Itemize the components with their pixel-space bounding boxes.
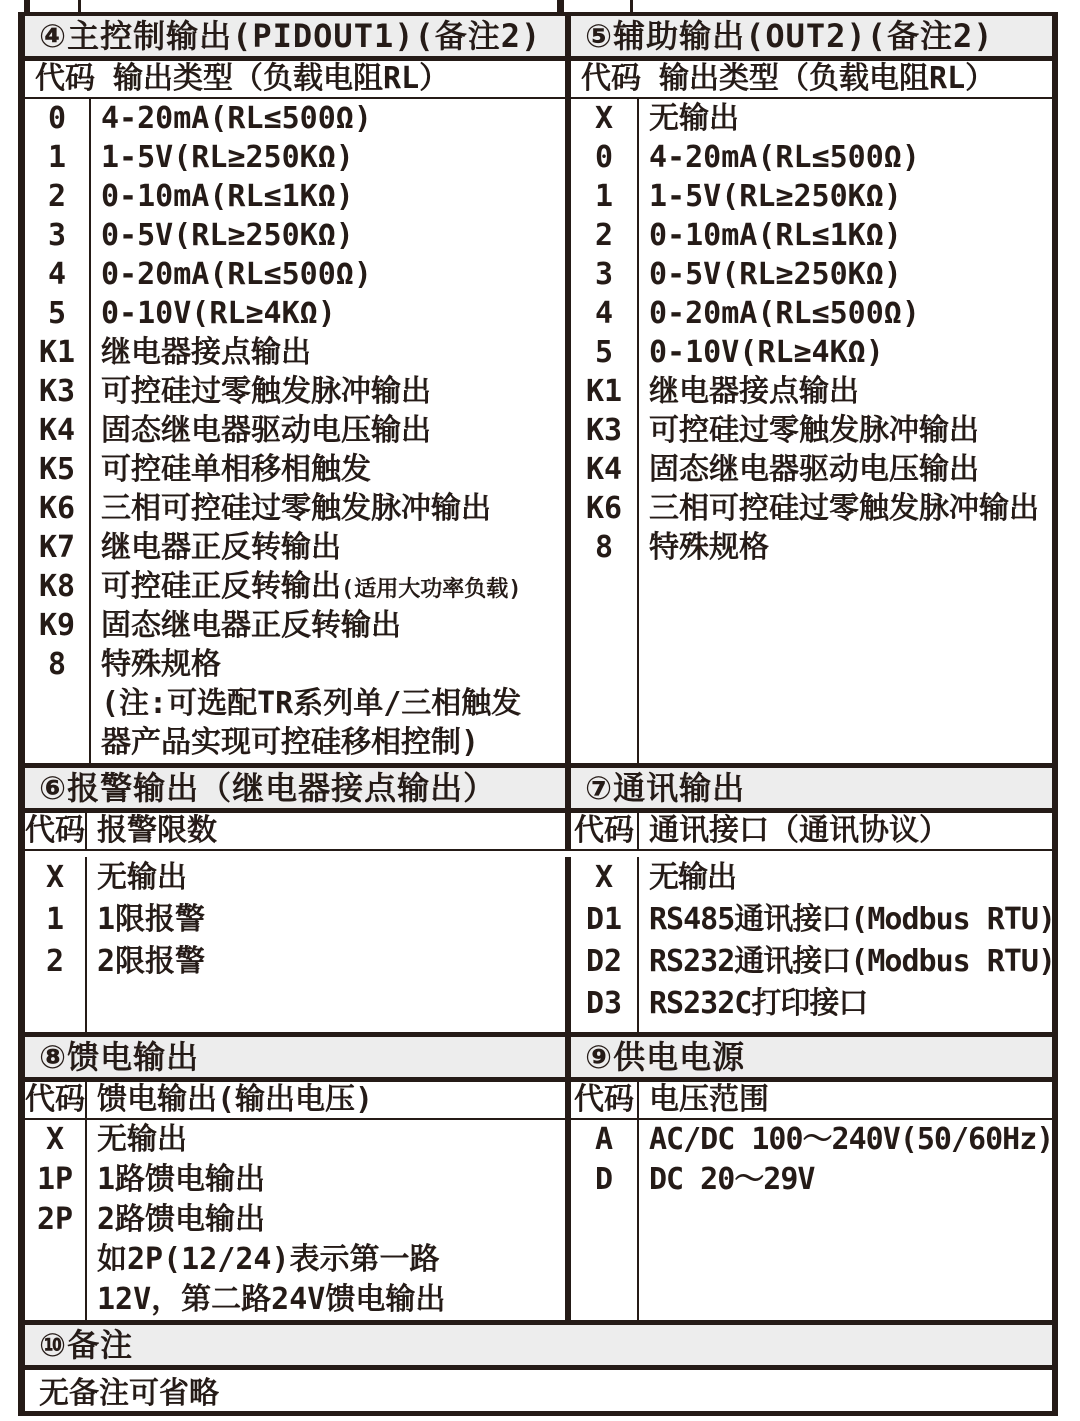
row-desc: AC/DC 100～240V(50/60Hz) (649, 1122, 1054, 1157)
row-desc: 2路馈电输出 (97, 1202, 266, 1237)
table-row (25, 99, 565, 138)
table-row (25, 567, 565, 606)
pidout1-row-list (25, 99, 565, 763)
row-code: K8 (38, 569, 76, 604)
comm-row-list (571, 857, 1056, 1032)
row-desc: 1限报警 (97, 902, 206, 937)
row-desc: 0-10mA(RL≤1KΩ) (649, 218, 902, 253)
row-desc: 可控硅过零触发脉冲输出 (649, 413, 979, 448)
row-desc: 1-5V(RL≥250KΩ) (649, 179, 902, 214)
row-code: K5 (38, 452, 76, 487)
table-row (25, 411, 565, 450)
row-desc: 如2P(12/24)表示第一路 (97, 1242, 440, 1277)
row-code: D1 (585, 902, 623, 937)
row-code: 0 (594, 140, 614, 175)
row-desc: 0-10mA(RL≤1KΩ) (101, 179, 354, 214)
row-desc: 4-20mA(RL≤500Ω) (101, 101, 372, 136)
section-title-power-supply: ⑨供电电源 (571, 1037, 1052, 1077)
header-line (25, 813, 565, 849)
row-code: 4 (47, 257, 67, 292)
table-row (571, 941, 1056, 983)
row-desc: 0-10V(RL≥4KΩ) (649, 335, 884, 370)
section-title-row-8-9 (25, 1037, 1052, 1082)
remark-text: 无备注可省略 (39, 1376, 219, 1411)
table-row (25, 645, 565, 684)
header-code-label: 代码 (574, 813, 634, 848)
table-row (571, 411, 1052, 450)
row-code: K9 (38, 608, 76, 643)
row-code: 4 (594, 296, 614, 331)
section-title-row-4-5 (25, 16, 1052, 61)
table-row (571, 294, 1052, 333)
header-line (571, 1082, 1052, 1118)
row-desc: 无输出 (649, 101, 739, 136)
table-row (571, 899, 1056, 941)
row-code: D2 (585, 944, 623, 979)
row-desc: RS485通讯接口(Modbus RTU) (649, 902, 1056, 937)
table-row (25, 450, 565, 489)
row-desc: RS232C打印接口 (649, 986, 868, 1021)
table-row (25, 899, 565, 941)
table-row (571, 489, 1052, 528)
col-header-alarm (25, 813, 565, 849)
col-header-out2: 代码 输出类型（负载电阻RL） (581, 61, 996, 96)
table-row (25, 684, 565, 723)
row-code: 2 (45, 944, 65, 979)
row-code: D (594, 1162, 614, 1197)
row-code: 1 (47, 140, 67, 175)
section-title-remark: ⑩备注 (25, 1325, 1052, 1365)
section-title-feed-output: ⑧馈电输出 (25, 1037, 565, 1077)
row-desc: (注:可选配TR系列单/三相触发 (101, 686, 522, 721)
data-row-4-5 (25, 99, 1052, 768)
row-code: 0 (47, 101, 67, 136)
row-code: 3 (594, 257, 614, 292)
feed-row-list (25, 1120, 565, 1320)
row-code: 2 (47, 179, 67, 214)
header-code-label: 代码 (25, 813, 85, 848)
row-desc: 特殊规格 (101, 647, 221, 682)
table-row (571, 450, 1052, 489)
row-code: K3 (38, 374, 76, 409)
row-desc: 0-20mA(RL≤500Ω) (649, 296, 920, 331)
ordering-code-table (18, 12, 1058, 1416)
header-desc-label: 通讯接口（通讯协议） (649, 813, 949, 848)
section-title-row-6-7 (25, 768, 1052, 813)
col-header-feed (25, 1082, 565, 1118)
column-header-row-4-5 (25, 61, 1052, 99)
row-desc: 0-5V(RL≥250KΩ) (101, 218, 354, 253)
row-code: 1 (594, 179, 614, 214)
table-row (25, 372, 565, 411)
section-title-alarm-output: ⑥报警输出（继电器接点输出） (25, 768, 565, 808)
row-desc: 0-10V(RL≥4KΩ) (101, 296, 336, 331)
row-code: K6 (38, 491, 76, 526)
table-row (25, 333, 565, 372)
header-desc-label: 报警限数 (97, 813, 217, 848)
section-title-row-10 (25, 1325, 1052, 1370)
row-desc: 继电器接点输出 (101, 335, 311, 370)
col-header-power (571, 1082, 1052, 1118)
row-code: 8 (594, 530, 614, 565)
row-desc: 可控硅单相移相触发 (101, 452, 371, 487)
table-row (25, 606, 565, 645)
table-row (25, 528, 565, 567)
upper-table-remnant-line (630, 0, 633, 12)
row-desc: 可控硅正反转输出 (101, 569, 341, 604)
row-desc: RS232通讯接口(Modbus RTU) (649, 944, 1056, 979)
row-code: 5 (594, 335, 614, 370)
row-code: 1P (36, 1162, 74, 1197)
section-title-aux-output: ⑤辅助输出(OUT2)(备注2) (571, 16, 1052, 56)
section-title-main-control-output: ④主控制输出(PIDOUT1)(备注2) (25, 16, 565, 56)
row-code: 2P (36, 1202, 74, 1237)
table-row (571, 255, 1052, 294)
upper-table-remnant-line (78, 0, 81, 12)
alarm-row-list (25, 857, 565, 1032)
table-row (25, 177, 565, 216)
row-code: X (594, 860, 614, 895)
table-row (25, 1240, 565, 1280)
row-desc: 无输出 (649, 860, 736, 895)
row-code: 8 (47, 647, 67, 682)
row-code: K3 (585, 413, 623, 448)
table-row (25, 489, 565, 528)
row-desc: 无输出 (97, 1122, 187, 1157)
header-desc-label: 电压范围 (649, 1082, 769, 1117)
table-row (571, 333, 1052, 372)
column-header-row-8-9 (25, 1082, 1052, 1120)
row-code: X (45, 860, 65, 895)
row-desc: 继电器正反转输出 (101, 530, 341, 565)
row-desc: 器产品实现可控硅移相控制) (101, 725, 480, 760)
remark-content-row (25, 1370, 1052, 1417)
row-desc: 固态继电器驱动电压输出 (101, 413, 431, 448)
row-desc: 1路馈电输出 (97, 1162, 266, 1197)
row-code: K4 (585, 452, 623, 487)
table-row (571, 216, 1052, 255)
row-desc: 可控硅过零触发脉冲输出 (101, 374, 431, 409)
table-row (571, 372, 1052, 411)
table-row (25, 294, 565, 333)
row-code: K1 (585, 374, 623, 409)
table-row (571, 138, 1052, 177)
upper-table-remnant-line (557, 0, 564, 12)
row-code: K4 (38, 413, 76, 448)
row-code: K6 (585, 491, 623, 526)
table-row (25, 138, 565, 177)
header-desc-label: 馈电输出(输出电压) (97, 1082, 374, 1117)
row-code: 1 (45, 902, 65, 937)
table-row (571, 177, 1052, 216)
row-desc: 12V，第二路24V馈电输出 (97, 1282, 446, 1317)
row-code: K1 (38, 335, 76, 370)
table-row (25, 1120, 565, 1160)
header-line (571, 813, 1052, 849)
col-header-comm (571, 813, 1052, 849)
table-row (25, 1280, 565, 1320)
data-row-8-9 (25, 1120, 1052, 1325)
row-code: D3 (585, 986, 623, 1021)
row-desc: DC 20～29V (649, 1162, 815, 1197)
table-row (25, 941, 565, 983)
table-row (571, 983, 1052, 1025)
table-row (25, 723, 565, 762)
table-row (25, 255, 565, 294)
row-desc: 无输出 (97, 860, 187, 895)
row-code: K7 (38, 530, 76, 565)
row-desc: 三相可控硅过零触发脉冲输出 (101, 491, 491, 526)
header-code-label: 代码 (574, 1082, 634, 1117)
row-desc: 继电器接点输出 (649, 374, 859, 409)
out2-row-list (571, 99, 1052, 763)
row-desc: 1-5V(RL≥250KΩ) (101, 140, 354, 175)
table-row (25, 216, 565, 255)
row-code: 3 (47, 218, 67, 253)
row-code: X (594, 101, 614, 136)
power-row-list (571, 1120, 1052, 1320)
col-header-pidout1: 代码 输出类型（负载电阻RL） (35, 61, 450, 96)
table-row (25, 1160, 565, 1200)
header-code-label: 代码 (25, 1082, 85, 1117)
row-desc: 固态继电器驱动电压输出 (649, 452, 979, 487)
row-code: 2 (594, 218, 614, 253)
section-title-comm-output: ⑦通讯输出 (571, 768, 1052, 808)
table-row (25, 1200, 565, 1240)
table-row (571, 857, 1052, 899)
row-code: 5 (47, 296, 67, 331)
row-desc: 特殊规格 (649, 530, 769, 565)
data-row-6-7 (25, 851, 1056, 1037)
table-row (571, 1120, 1052, 1160)
upper-table-remnant-line (24, 0, 30, 12)
column-header-row-6-7 (25, 813, 1052, 851)
row-code: A (594, 1122, 614, 1157)
row-note: (适用大功率负载) (341, 577, 522, 602)
header-line (25, 1082, 565, 1118)
table-row (571, 99, 1052, 138)
row-desc: 三相可控硅过零触发脉冲输出 (649, 491, 1039, 526)
row-desc: 0-20mA(RL≤500Ω) (101, 257, 372, 292)
row-code: X (45, 1122, 65, 1157)
table-row (571, 1160, 1052, 1200)
row-desc: 4-20mA(RL≤500Ω) (649, 140, 920, 175)
row-desc: 0-5V(RL≥250KΩ) (649, 257, 902, 292)
table-row (571, 528, 1052, 567)
row-desc: 固态继电器正反转输出 (101, 608, 401, 643)
table-row (25, 857, 565, 899)
row-desc: 2限报警 (97, 944, 206, 979)
